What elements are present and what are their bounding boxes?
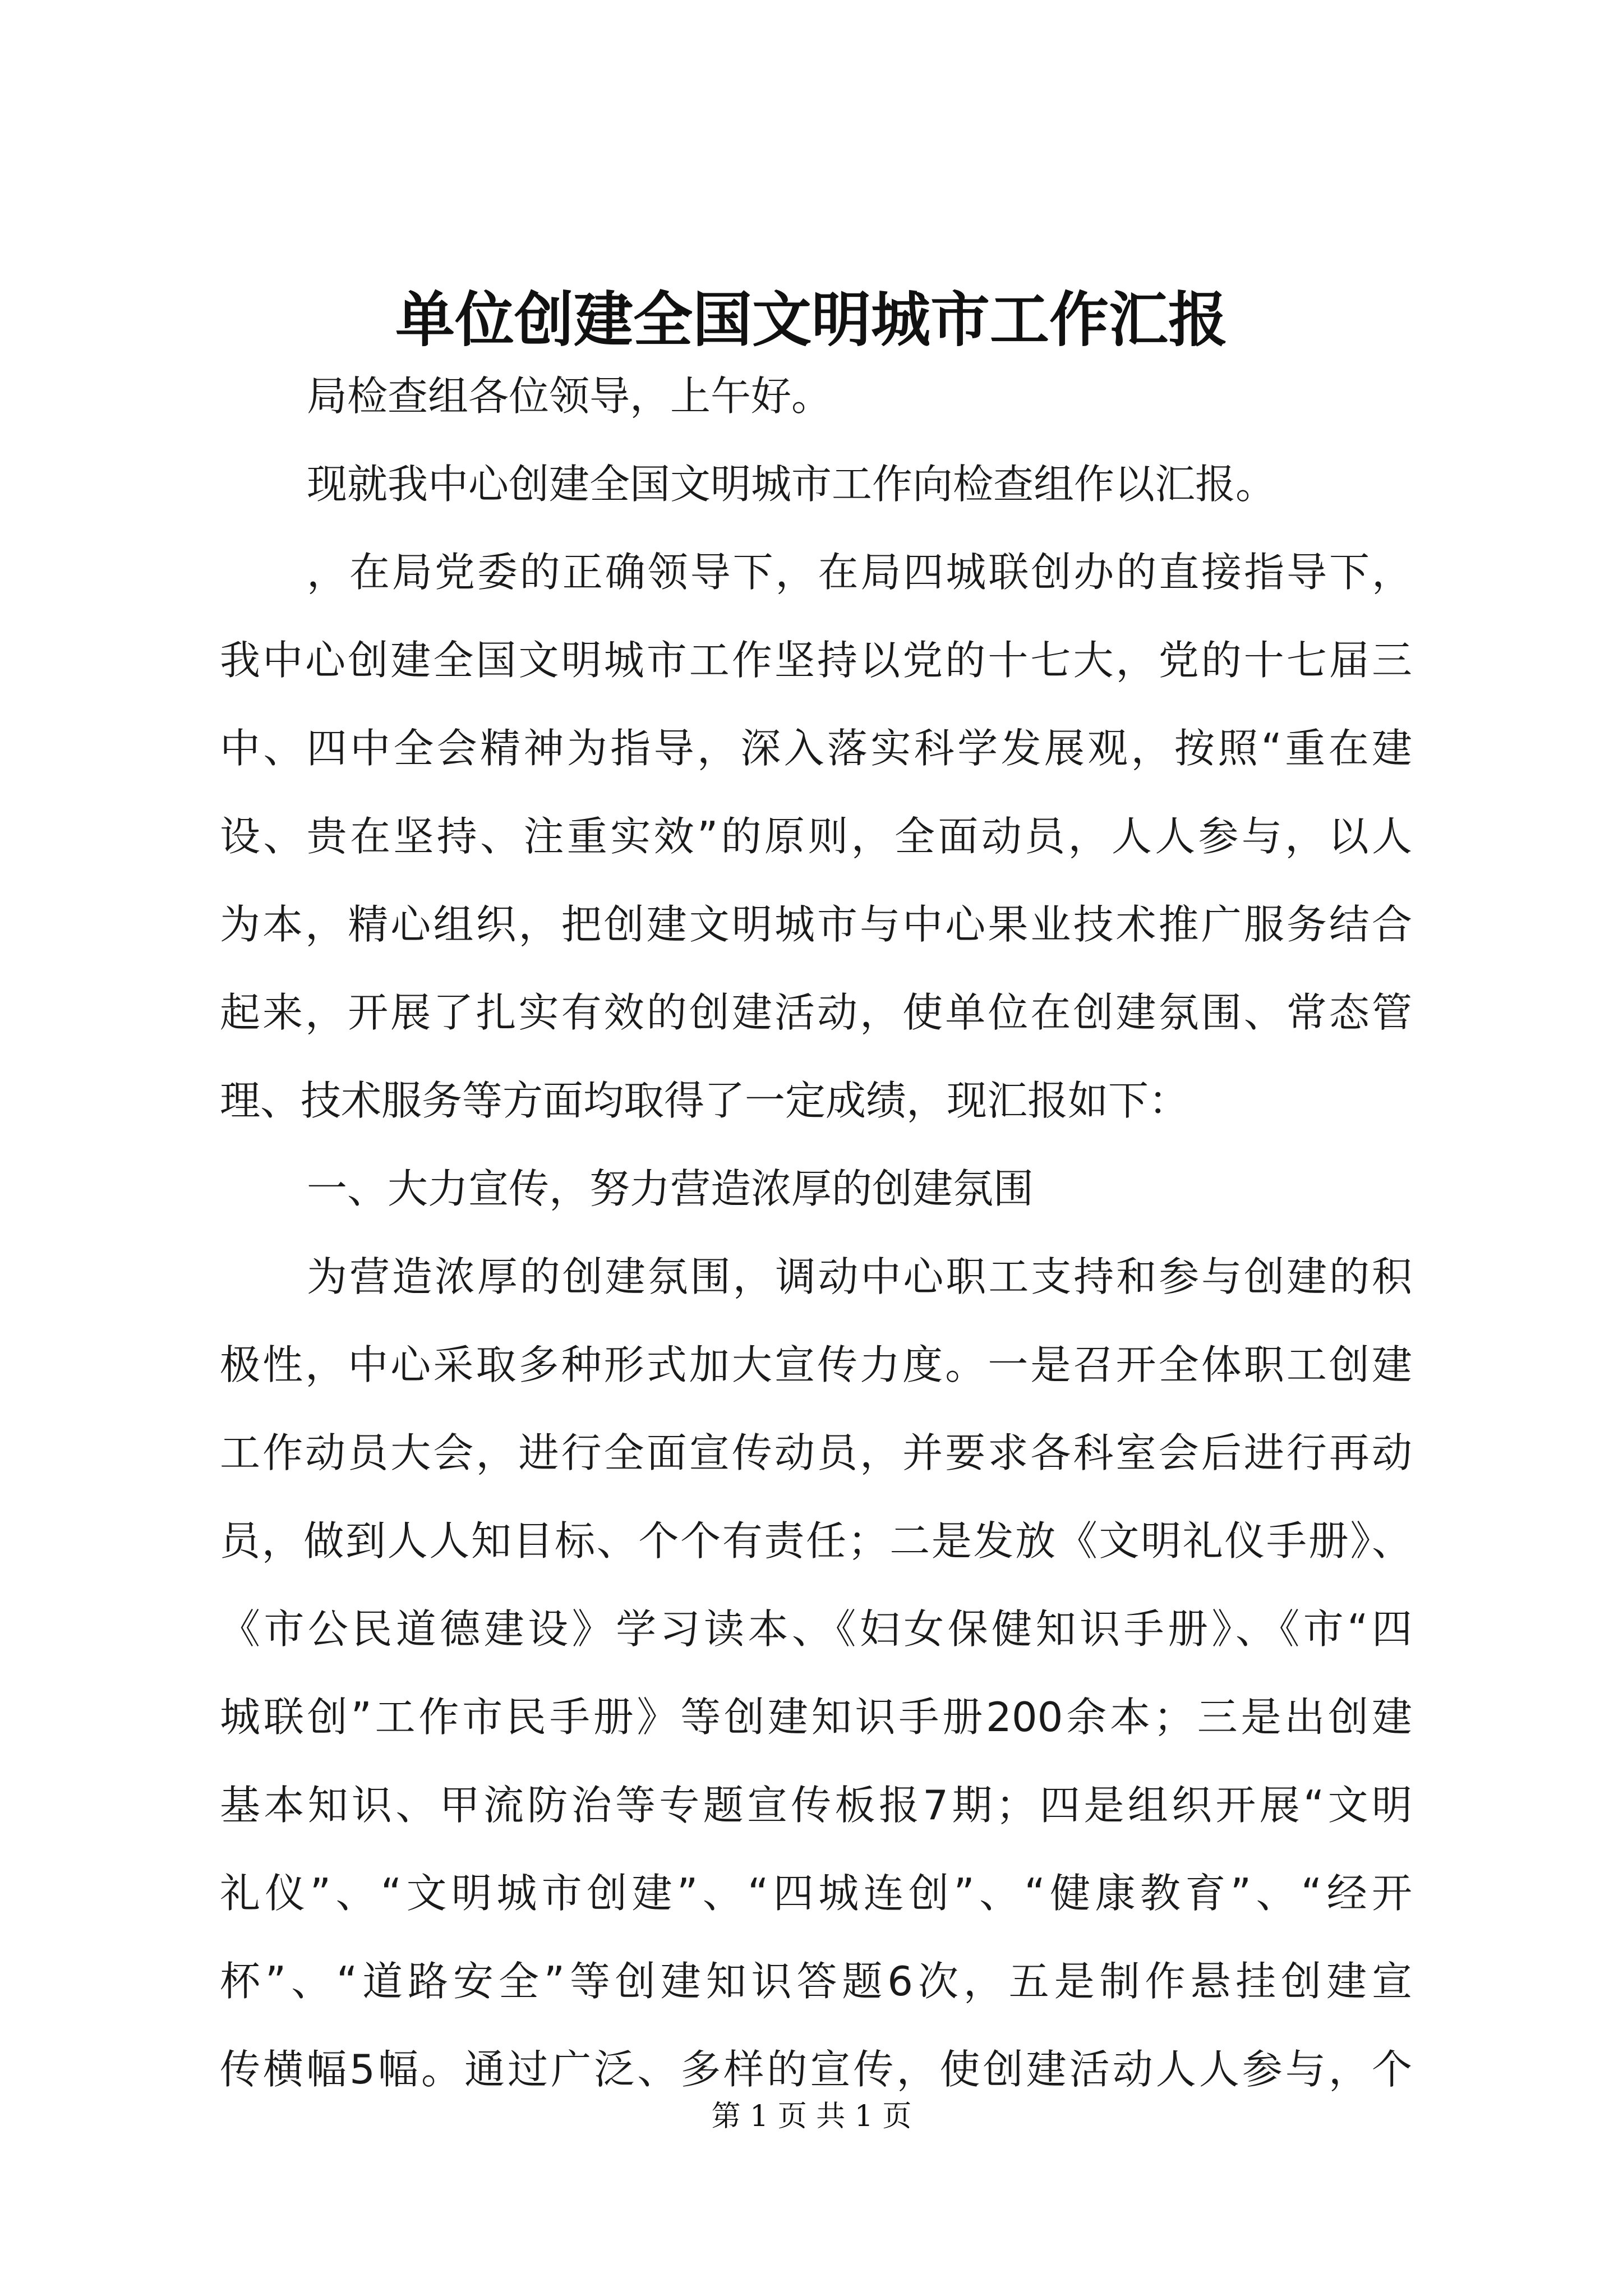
paragraph-line: 员，做到人人知目标、个个有责任；二是发放《文明礼仪手册》、 (220, 1517, 1412, 1565)
paragraph-line: 《市公民道德建设》学习读本、《妇女保健知识手册》、《市“四 (220, 1605, 1412, 1653)
paragraph-line: 理、技术服务等方面均取得了一定成绩，现汇报如下： (220, 1077, 1189, 1124)
intro-line: 现就我中心创建全国文明城市工作向检查组作以汇报。 (307, 461, 1276, 508)
greeting-line: 局检查组各位领导，上午好。 (307, 372, 832, 420)
paragraph-line: 设、贵在坚持、注重实效”的原则，全面动员，人人参与，以人 (220, 813, 1412, 860)
paragraph-line: 礼仪”、“文明城市创建”、“四城连创”、“健康教育”、“经开 (220, 1870, 1412, 1917)
paragraph-line: 城联创”工作市民手册》等创建知识手册200余本；三是出创建 (220, 1694, 1412, 1741)
paragraph-line: 我中心创建全国文明城市工作坚持以党的十七大，党的十七届三 (220, 637, 1412, 684)
paragraph-line: 为营造浓厚的创建氛围，调动中心职工支持和参与创建的积 (307, 1253, 1412, 1300)
paragraph-line: 为本，精心组织，把创建文明城市与中心果业技术推广服务结合 (220, 901, 1412, 948)
paragraph-line: 中、四中全会精神为指导，深入落实科学发展观，按照“重在建 (220, 725, 1412, 772)
page-number: 第 1 页 共 1 页 (711, 2100, 912, 2133)
paragraph-line: 极性，中心采取多种形式加大宣传力度。一是召开全体职工创建 (220, 1341, 1412, 1388)
paragraph-line: 杯”、“道路安全”等创建知识答题6次，五是制作悬挂创建宣 (220, 1958, 1412, 2005)
paragraph-line: 起来，开展了扎实有效的创建活动，使单位在创建氛围、常态管 (220, 989, 1412, 1036)
paragraph-line: 基本知识、甲流防治等专题宣传板报7期；四是组织开展“文明 (220, 1782, 1412, 1829)
document-title: 单位创建全国文明城市工作汇报 (395, 284, 1228, 355)
paragraph-line: 工作动员大会，进行全面宣传动员，并要求各科室会后进行再动 (220, 1429, 1412, 1476)
section-heading: 一、大力宣传，努力营造浓厚的创建氛围 (307, 1165, 1034, 1212)
document-body (220, 352, 1412, 2114)
paragraph-line: ，在局党委的正确领导下，在局四城联创办的直接指导下， (307, 549, 1412, 596)
paragraph-line: 传横幅5幅。通过广泛、多样的宣传，使创建活动人人参与，个 (220, 2046, 1412, 2093)
